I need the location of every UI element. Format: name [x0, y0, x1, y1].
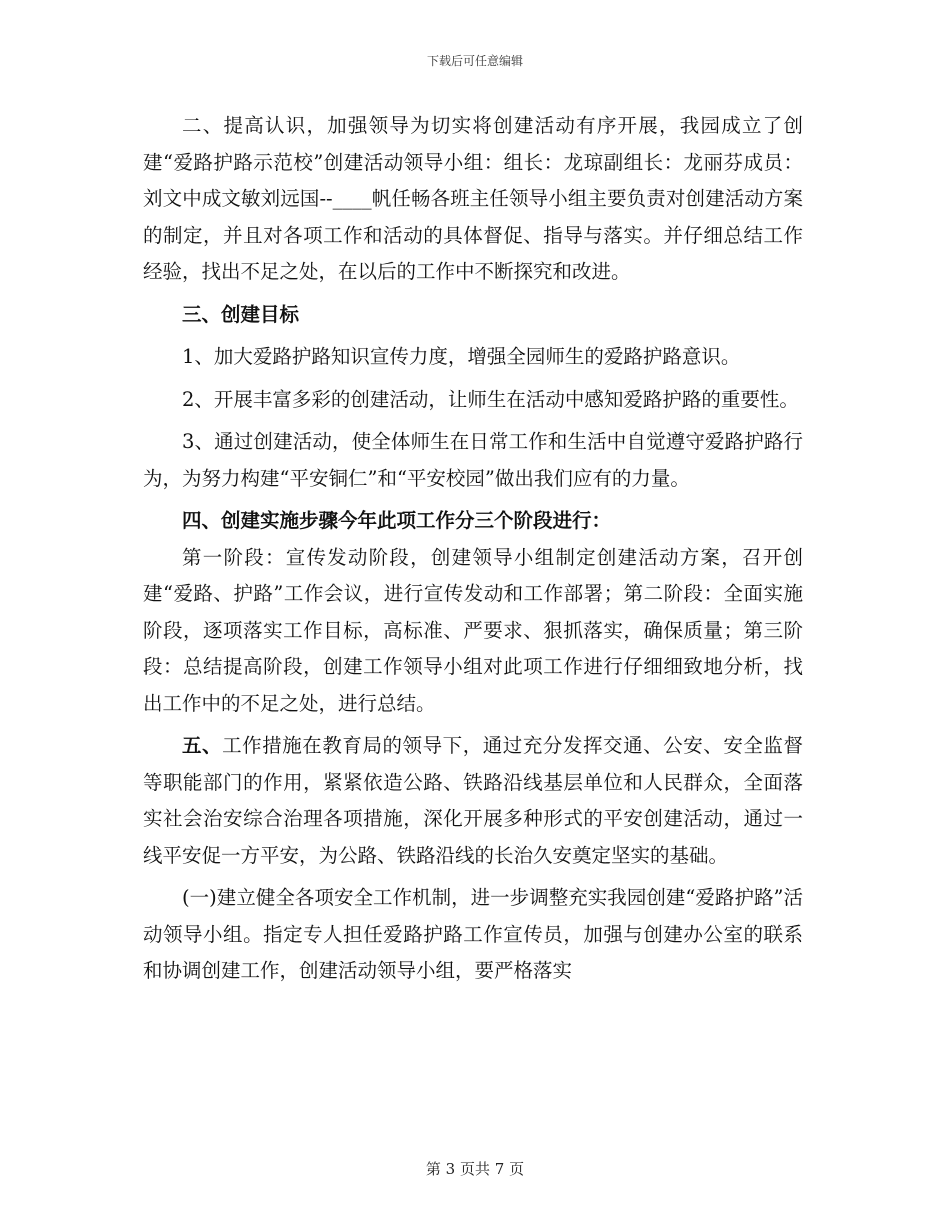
heading-section-4: 四、创建实施步骤今年此项工作分三个阶段进行：: [182, 509, 612, 532]
paragraph-subsection-1: (一)建立健全各项安全工作机制，进一步调整充实我园创建“爱路护路”活动领导小组。指定专人担任爱路护路工作宣传员，加强与创建办公室的联系和协调创建工作，创建活动领导小组，要严格落实: [143, 886, 803, 982]
section-5-lead: 五、: [182, 734, 223, 757]
paragraph-stages: 第一阶段：宣传发动阶段，创建领导小组制定创建活动方案，召开创建“爱路、护路”工作会议，进行宣传发动和工作部署；第二阶段：全面实施阶段，逐项落实工作目标，高标准、严要求、狠抓落实，确保质量；第三阶段：总结提高阶段，创建工作领导小组对此项工作进行仔细细致地分析，找出工作中的不足之处，进行总结。: [143, 545, 803, 715]
document-body: [143, 108, 803, 990]
goal-item-3: 3、通过创建活动，使全体师生在日常工作和生活中自觉遵守爱路护路行为，为努力构建“平安铜仁”和“平安校园”做出我们应有的力量。: [143, 430, 803, 490]
paragraph-section-2: 二、提高认识，加强领导为切实将创建活动有序开展，我园成立了创建“爱路护路示范校”创建活动领导小组：组长：龙琼副组长：龙丽芬成员：刘文中成文敏刘远国--____帆任畅各班主任领导小组主要负责对创建活动方案的制定，并且对各项工作和活动的具体督促、指导与落实。并仔细总结工作经验，找出不足之处，在以后的工作中不断探究和改进。: [143, 114, 803, 283]
goal-item-2: 2、开展丰富多彩的创建活动，让师生在活动中感知爱路护路的重要性。: [182, 387, 799, 411]
page-header: 下载后可任意编辑: [426, 54, 523, 68]
goal-item-1: 1、加大爱路护路知识宣传力度，增强全园师生的爱路护路意识。: [182, 345, 741, 368]
paragraph-section-5: [143, 728, 803, 874]
page-footer: 第 3 页共 7 页: [425, 1160, 525, 1178]
heading-section-3: 三、创建目标: [182, 302, 300, 326]
section-5-text: 工作措施在教育局的领导下，通过充分发挥交通、公安、安全监督等职能部门的作用，紧紧依造公路、铁路沿线基层单位和人民群众，全面落实社会治安综合治理各项措施，深化开展多种形式的平安创建活动，通过一线平安促一方平安，为公路、铁路沿线的长治久安奠定坚实的基础。: [143, 734, 803, 867]
